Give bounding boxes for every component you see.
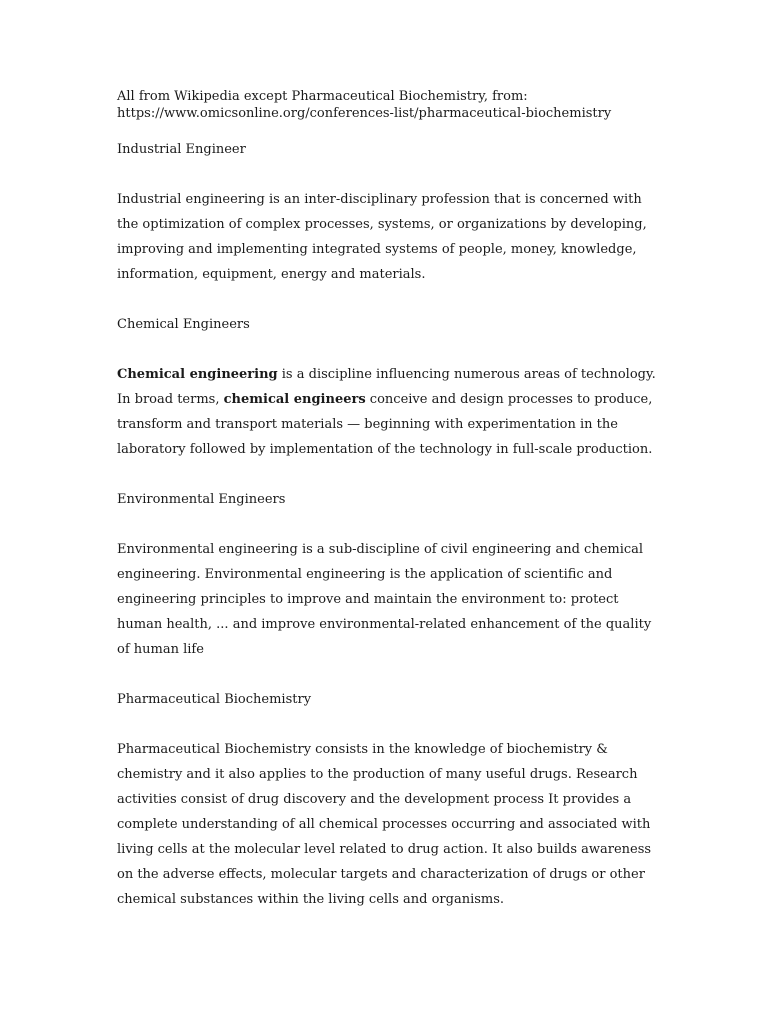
section-body-industrial: Industrial engineering is an inter-disciplinary profession that is concerned with the optimization of complex processes, systems, or organizations by developing, improving and implementing integrated systems of people, money, knowledge, information, equipment, energy and materials. — [117, 192, 647, 282]
section-title-chemical: Chemical Engineers — [117, 317, 250, 332]
document-page — [117, 88, 657, 937]
section-body-pharmaceutical: Pharmaceutical Biochemistry consists in the knowledge of biochemistry & chemistry and it also applies to the production of many useful drugs. Research activities consist of drug discovery and the development process It provides a complete understanding of all chemical processes occurring and associated with living cells at the molecular level related to drug action. It also builds awareness on the adverse effects, molecular targets and characterization of drugs or other chemical substances within the living cells and organisms. — [117, 742, 652, 907]
source-note — [117, 88, 657, 122]
section-body-environmental: Environmental engineering is a sub-discipline of civil engineering and chemical engineering. Environmental engineering is the application of scientific and engineering principles to improve and maintain the environment to: protect human health, ... and improve environmental-related enhancement of the quality of human life — [117, 542, 652, 657]
bold-term: Chemical engineering — [117, 367, 278, 382]
section-title-environmental: Environmental Engineers — [117, 492, 286, 507]
section-body-chemical — [117, 362, 657, 462]
source-line: All from Wikipedia except Pharmaceutical Biochemistry, from: — [117, 89, 528, 104]
source-url: https://www.omicsonline.org/conferences-list/pharmaceutical-biochemistry — [117, 106, 612, 121]
bold-term: chemical engineers — [223, 392, 366, 407]
body-text: conceive and design processes to produce, transform and transport materials — beginning with experimentation in the laboratory followed by implementation of the technology in full-scale production. — [117, 392, 653, 457]
section-title-industrial: Industrial Engineer — [117, 142, 246, 157]
body-text: is a discipline influencing numerous areas of technology. In broad terms, — [117, 367, 656, 407]
section-title-pharmaceutical: Pharmaceutical Biochemistry — [117, 692, 312, 707]
